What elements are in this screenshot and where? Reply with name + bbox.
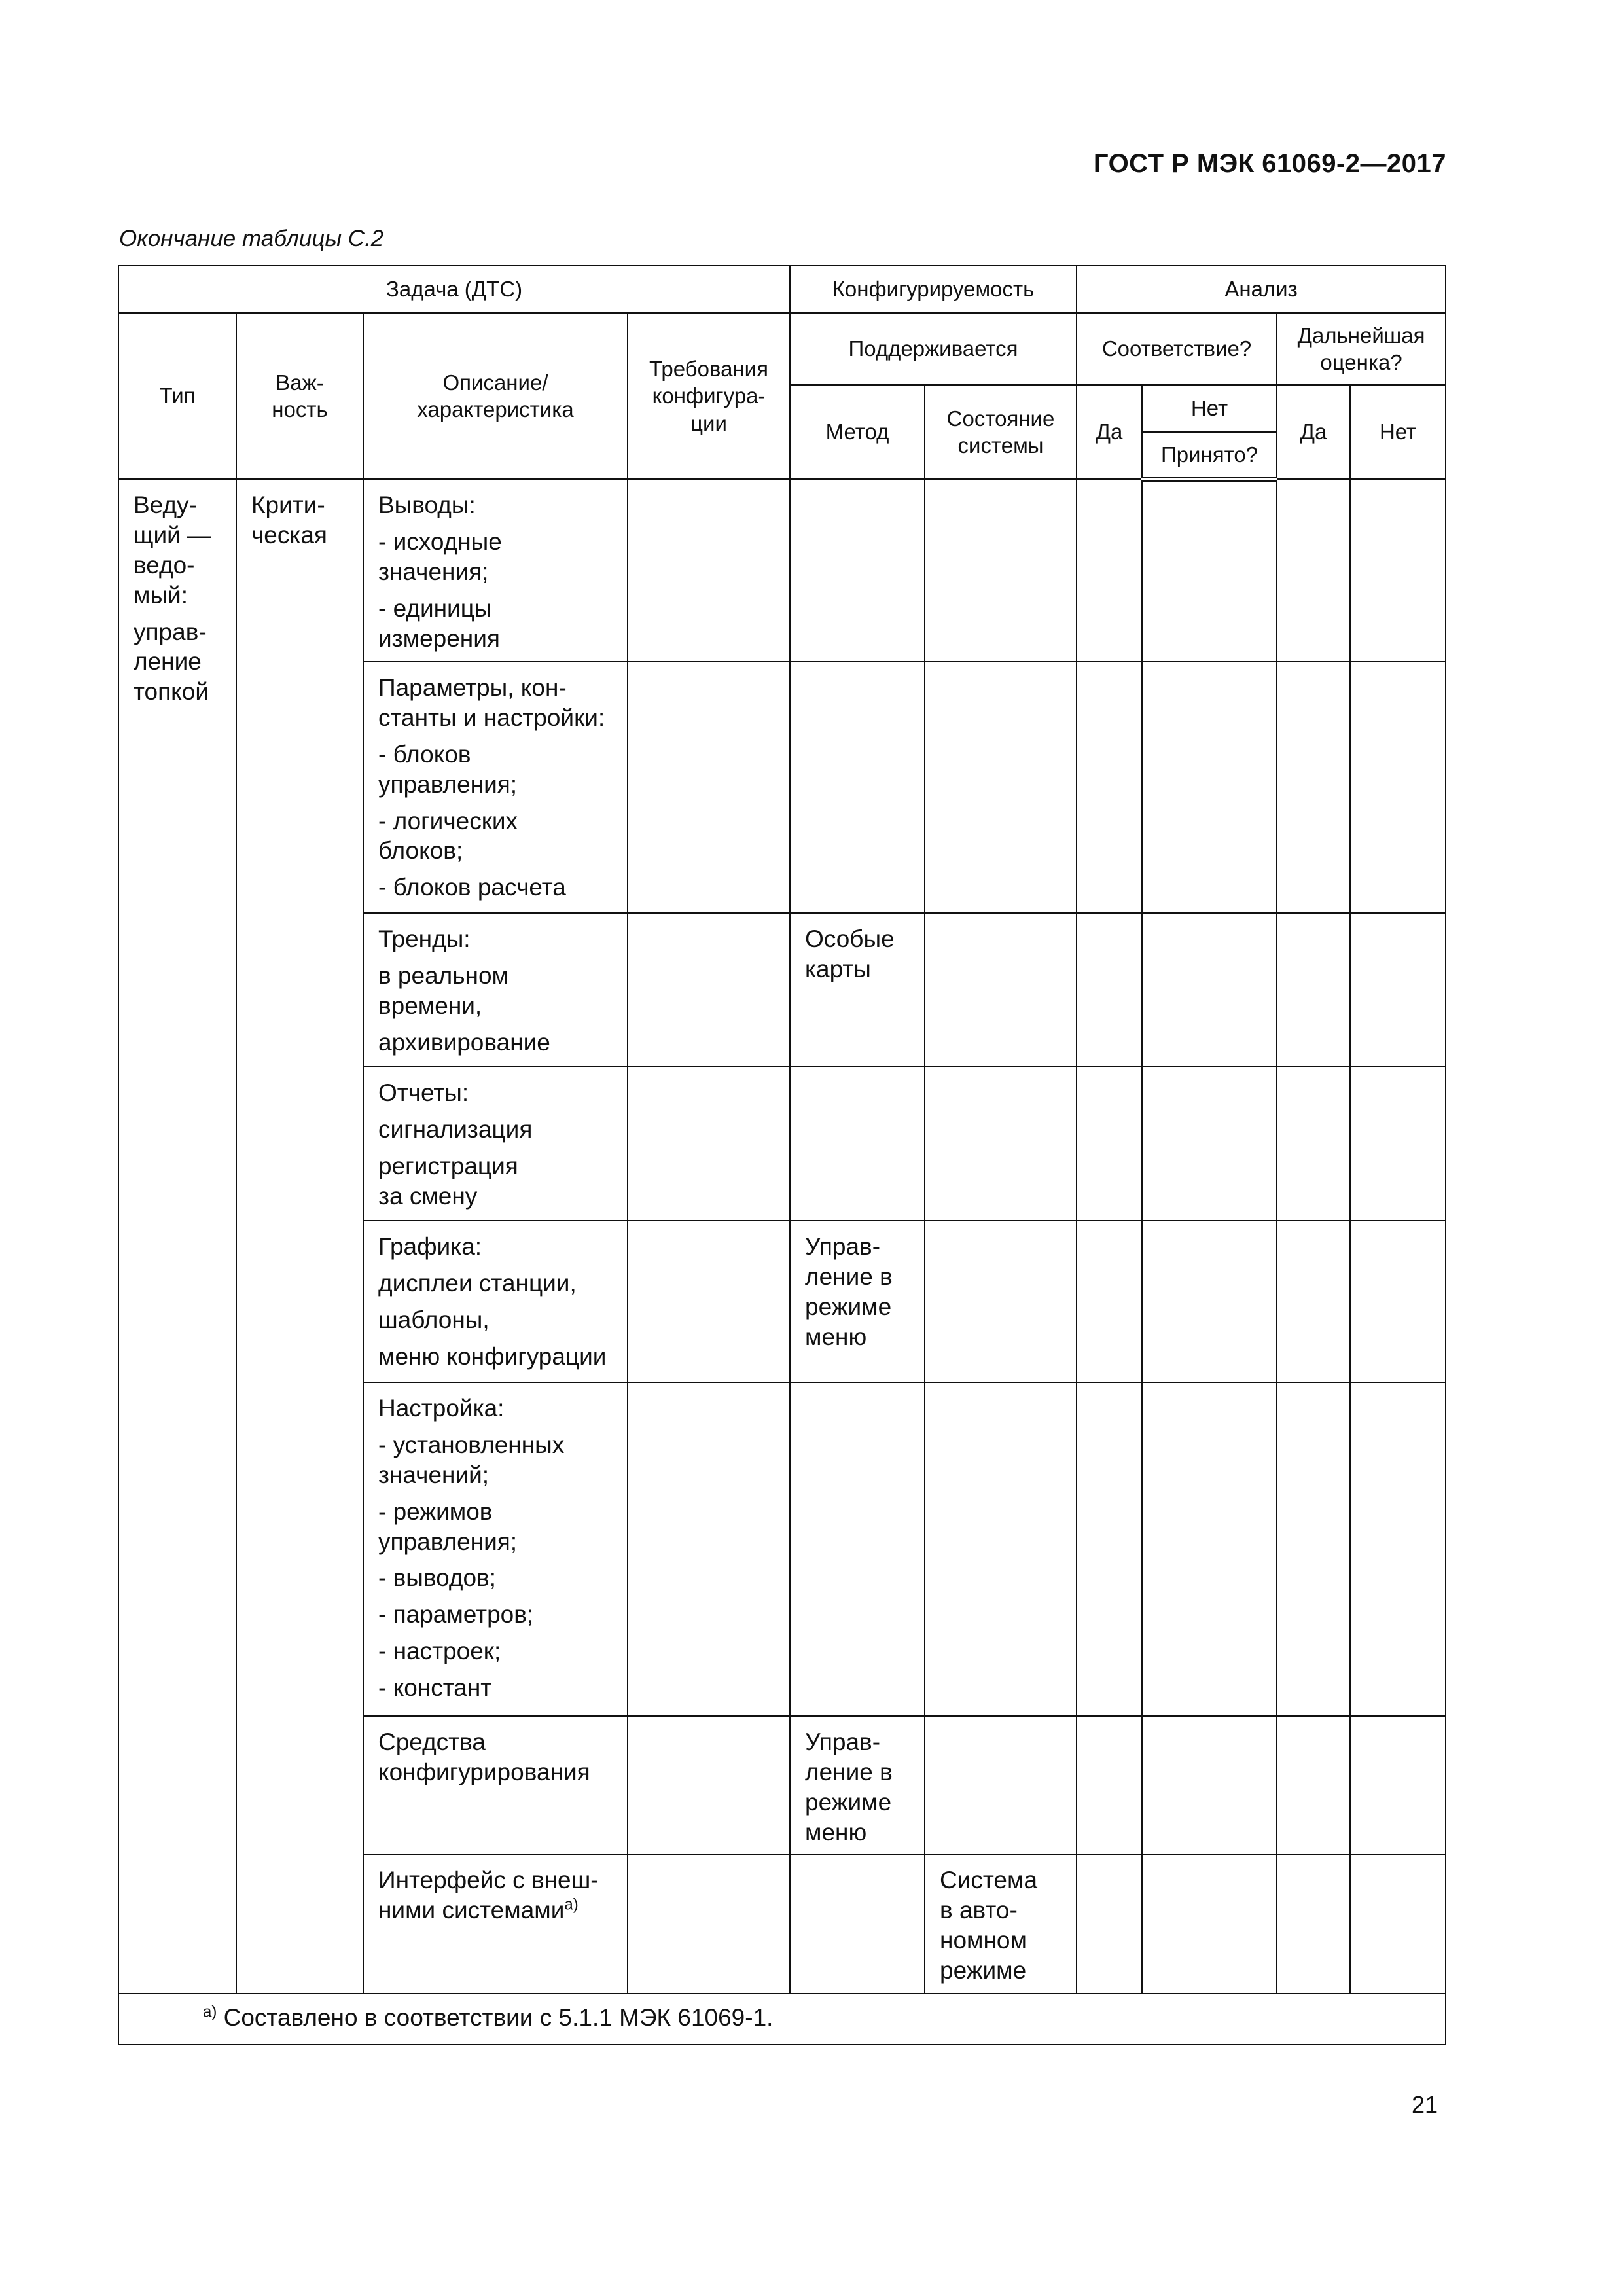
description-line: - режимов управления; [378, 1498, 518, 1555]
header-importance: Важ- ность [236, 313, 363, 479]
description-line: Настройка: [378, 1395, 505, 1422]
description-line: - параметров; [378, 1601, 534, 1628]
compliance-yes-cell[interactable] [1077, 913, 1142, 1067]
system-state-cell [925, 1221, 1077, 1382]
table-row [118, 479, 1446, 662]
further-yes-cell[interactable] [1277, 1716, 1350, 1854]
description-line: шаблоны, [378, 1306, 490, 1333]
compliance-yes-cell[interactable] [1077, 1854, 1142, 1994]
header-configurability: Конфигурируемость [790, 266, 1077, 313]
header-no-further: Нет [1350, 385, 1446, 479]
config-requirements-cell [628, 662, 790, 913]
footnote-ref: а) [564, 1895, 579, 1914]
further-yes-cell[interactable] [1277, 1067, 1350, 1221]
header-system-state: Состояние системы [925, 385, 1077, 479]
type-cell-line: Веду- щий — ведо- мый: [134, 492, 212, 609]
description-line: Отчеты: [378, 1079, 469, 1106]
further-no-cell[interactable] [1350, 662, 1446, 913]
table-body [118, 479, 1446, 1994]
compliance-no-cell[interactable] [1142, 479, 1277, 662]
compliance-no-cell[interactable] [1142, 1221, 1277, 1382]
header-type: Тип [118, 313, 236, 479]
header-no-compliance: Нет [1142, 385, 1277, 432]
description-line: Выводы: [378, 492, 476, 518]
description-cell [363, 662, 628, 913]
header-task: Задача (ДТС) [118, 266, 790, 313]
compliance-yes-cell[interactable] [1077, 1221, 1142, 1382]
footnote [118, 1994, 1446, 2045]
compliance-no-cell[interactable] [1142, 1382, 1277, 1716]
config-requirements-cell [628, 1716, 790, 1854]
description-cell [363, 1854, 628, 1994]
importance-cell: Крити- ческая [236, 479, 363, 1994]
further-no-cell[interactable] [1350, 479, 1446, 662]
compliance-no-cell[interactable] [1142, 1716, 1277, 1854]
table-caption: Окончание таблицы С.2 [119, 226, 384, 251]
description-line: - настроек; [378, 1638, 501, 1665]
header-yes-compliance: Да [1077, 385, 1142, 479]
further-yes-cell[interactable] [1277, 1382, 1350, 1716]
footnote-text: Составлено в соответствии с 5.1.1 МЭК 61069-1. [223, 2004, 774, 2031]
method-cell [790, 662, 925, 913]
method-cell [790, 1854, 925, 1994]
header-description: Описание/ характеристика [363, 313, 628, 479]
system-state-cell: Система в авто- номном режиме [925, 1854, 1077, 1994]
config-requirements-cell [628, 1221, 790, 1382]
config-requirements-cell [628, 913, 790, 1067]
system-state-cell [925, 1067, 1077, 1221]
compliance-yes-cell[interactable] [1077, 1382, 1142, 1716]
further-yes-cell[interactable] [1277, 479, 1350, 662]
compliance-no-cell[interactable] [1142, 1067, 1277, 1221]
compliance-no-cell[interactable] [1142, 662, 1277, 913]
system-state-cell [925, 662, 1077, 913]
type-cell-line: управ- ление топкой [134, 618, 209, 706]
description-line: Графика: [378, 1233, 482, 1260]
footnote-mark: а) [203, 2003, 217, 2021]
header-method: Метод [790, 385, 925, 479]
header-yes-further: Да [1277, 385, 1350, 479]
method-cell [790, 479, 925, 662]
config-requirements-cell [628, 1382, 790, 1716]
further-no-cell[interactable] [1350, 1716, 1446, 1854]
header-accepted: Принято? [1142, 432, 1277, 479]
further-no-cell[interactable] [1350, 1854, 1446, 1994]
description-line: - исходные значения; [378, 528, 502, 585]
description-line: регистрация за смену [378, 1152, 518, 1210]
further-no-cell[interactable] [1350, 913, 1446, 1067]
further-no-cell[interactable] [1350, 1067, 1446, 1221]
document-code: ГОСТ Р МЭК 61069-2—2017 [1093, 149, 1446, 178]
system-state-cell [925, 479, 1077, 662]
method-cell [790, 1382, 925, 1716]
method-cell: Управ- ление в режиме меню [790, 1221, 925, 1382]
method-cell: Управ- ление в режиме меню [790, 1716, 925, 1854]
header-config-requirements: Требования конфигура- ции [628, 313, 790, 479]
further-yes-cell[interactable] [1277, 1854, 1350, 1994]
further-yes-cell[interactable] [1277, 1221, 1350, 1382]
method-cell: Особые карты [790, 913, 925, 1067]
description-line: Тренды: [378, 925, 471, 952]
compliance-no-cell[interactable] [1142, 1854, 1277, 1994]
system-state-cell [925, 1716, 1077, 1854]
header-supported: Поддерживается [790, 313, 1077, 385]
description-line: - установленных значений; [378, 1431, 565, 1488]
system-state-cell [925, 1382, 1077, 1716]
description-line: дисплеи станции, [378, 1269, 577, 1297]
description-line: - единицы измерения [378, 594, 500, 652]
description-line: Интерфейс с внеш- ними системами [378, 1867, 599, 1924]
further-yes-cell[interactable] [1277, 662, 1350, 913]
further-no-cell[interactable] [1350, 1221, 1446, 1382]
description-line: Параметры, кон- станты и настройки: [378, 674, 605, 731]
description-line: в реальном времени, [378, 961, 508, 1019]
page-number: 21 [1411, 2091, 1438, 2118]
further-yes-cell[interactable] [1277, 913, 1350, 1067]
description-cell [363, 1221, 628, 1382]
system-state-cell [925, 913, 1077, 1067]
method-cell [790, 1067, 925, 1221]
config-requirements-cell [628, 1854, 790, 1994]
description-line: - логических блоков; [378, 807, 518, 865]
description-line: - блоков расчета [378, 874, 566, 901]
compliance-yes-cell[interactable] [1077, 1067, 1142, 1221]
description-line: - блоков управления; [378, 740, 518, 798]
description-line: меню конфигурации [378, 1342, 607, 1370]
description-cell [363, 1067, 628, 1221]
header-analysis: Анализ [1077, 266, 1446, 313]
description-cell [363, 1716, 628, 1854]
config-requirements-cell [628, 479, 790, 662]
header-further-eval: Дальнейшая оценка? [1277, 313, 1446, 385]
description-line: - констант [378, 1674, 492, 1701]
description-line: сигнализация [378, 1115, 533, 1143]
compliance-yes-cell[interactable] [1077, 662, 1142, 913]
type-cell [118, 479, 236, 1994]
spec-table [118, 265, 1446, 2045]
description-line: - выводов; [378, 1564, 496, 1592]
compliance-yes-cell[interactable] [1077, 1716, 1142, 1854]
description-cell [363, 1382, 628, 1716]
header-compliance: Соответствие? [1077, 313, 1277, 385]
description-line: Средства конфигурирования [378, 1729, 590, 1785]
description-cell [363, 913, 628, 1067]
config-requirements-cell [628, 1067, 790, 1221]
compliance-yes-cell[interactable] [1077, 479, 1142, 662]
description-line: архивирование [378, 1028, 550, 1056]
compliance-no-cell[interactable] [1142, 913, 1277, 1067]
description-cell [363, 479, 628, 662]
further-no-cell[interactable] [1350, 1382, 1446, 1716]
